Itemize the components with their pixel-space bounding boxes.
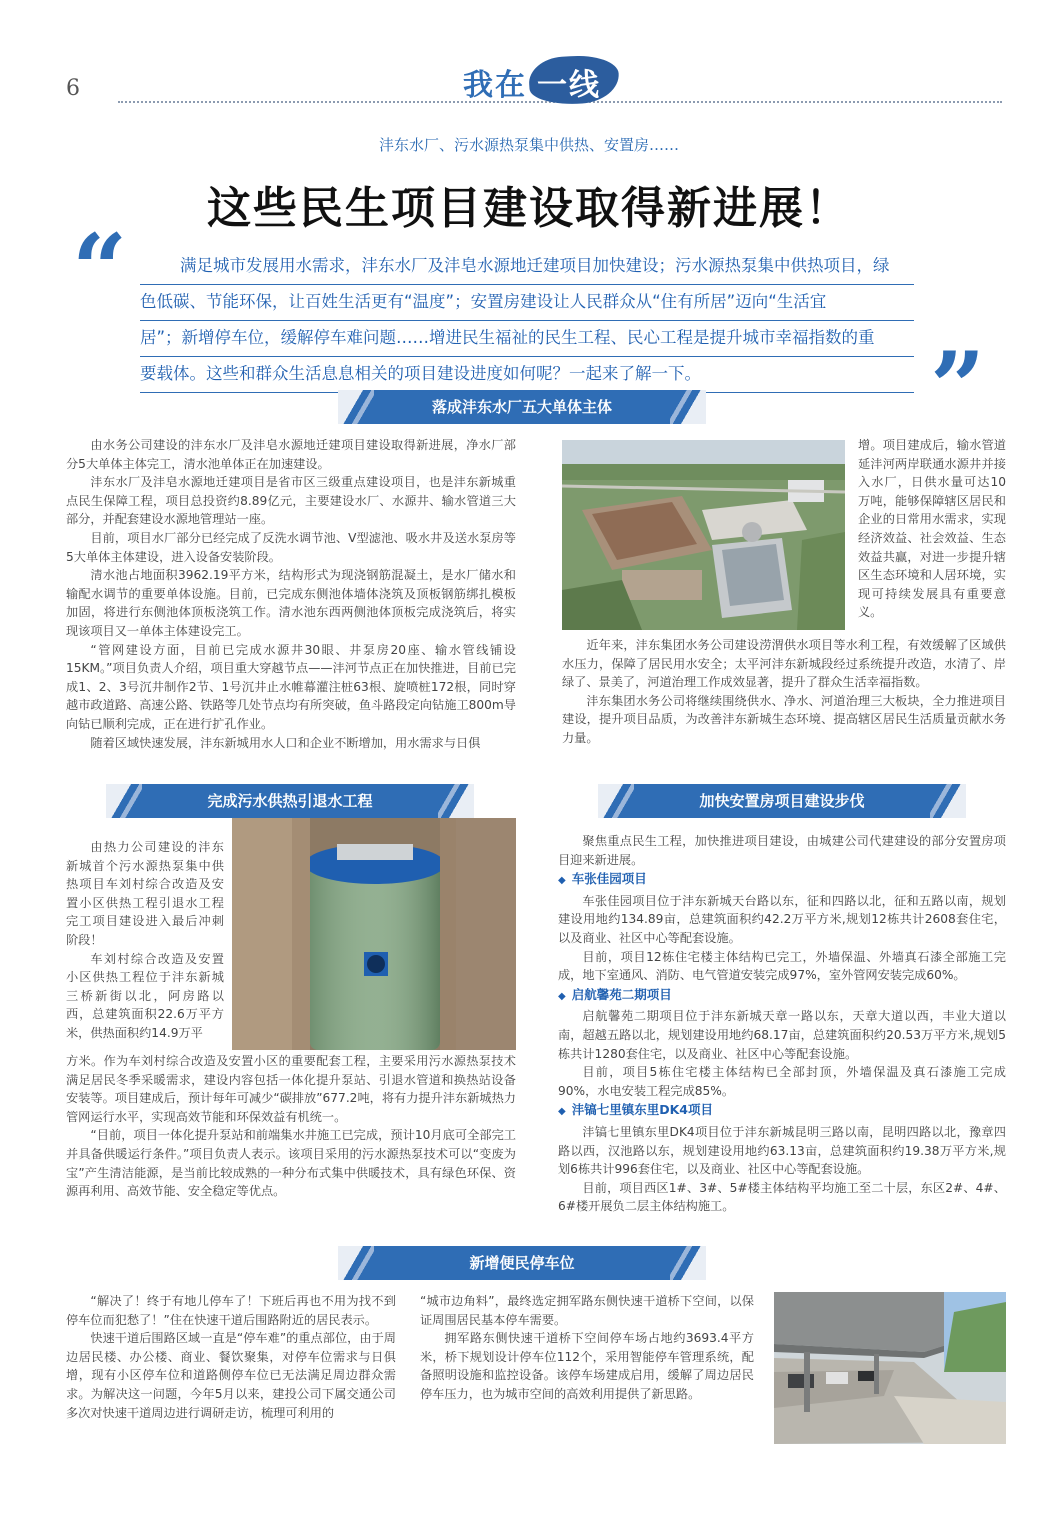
section-title-housing: 加快安置房项目建设步伐	[699, 792, 865, 810]
banner-stripe-right	[670, 390, 706, 424]
intro-block	[140, 249, 914, 393]
intro-line: 居”；新增停车位，缓解停车难问题……增进民生福祉的民生工程、民心工程是提升城市幸福指数的重	[140, 321, 914, 357]
paragraph: 清水池占地面积3962.19平方米，结构形式为现浇钢筋混凝土，是水厂储水和输配水调节的重要单体设施。目前，已完成东侧池体墙体浇筑及顶板钢筋绑扎模板加固，将进行东侧池体顶板浇筑工作。清水池东西两侧池体顶板完成浇筑后，将实现该项目又一单体主体建设完工。	[66, 568, 516, 638]
paragraph: 随着区域快速发展，沣东新城用水人口和企业不断增加，用水需求与日俱	[90, 735, 481, 750]
project-name: 车张佳园项目	[571, 871, 647, 887]
paragraph: 车张佳园项目位于沣东新城天台路以东，征和四路以北，征和五路以南，规划建设用地约134.89亩，总建筑面积约42.2万平方米,规划12栋共计2608套住宅，以及商业、社区中心等配套设施。	[558, 893, 1006, 945]
pump-station-photo	[232, 818, 516, 1050]
paragraph: 车刘村综合改造及安置小区供热工程位于沣东新城三桥新街以北，阿房路以西，总建筑面积22.6万平方米，供热面积约14.9万平	[66, 951, 224, 1040]
column-title-a: 我在	[463, 68, 527, 103]
project-name: 启航馨苑二期项目	[571, 986, 672, 1002]
arrow-icon: ◆	[558, 1106, 566, 1118]
close-quote-icon: ”	[930, 331, 986, 444]
banner-stripe-left	[338, 390, 374, 424]
paragraph: 目前，项目水厂部分已经完成了反洗水调节池、V型滤池、吸水井及送水泵房等5大单体主体建设，进入设备安装阶段。	[66, 530, 516, 564]
project-heading	[558, 1101, 1006, 1122]
paragraph: 目前，项目12栋住宅楼主体结构已完工，外墙保温、外墙真石漆全部施工完成，地下室通风、消防、电气管道安装完成97%，室外管网安装完成60%。	[558, 949, 1006, 983]
paragraph: 沣镐七里镇东里DK4项目位于沣东新城昆明三路以南，昆明四路以北，豫章四路以西，汉池路以东，规划建设用地约63.13亩，总建筑面积约19.38万平方米,规划6栋共计996套住宅，以及商业、社区中心等配套设施。	[558, 1124, 1006, 1177]
section-title-heating: 完成污水供热引退水工程	[207, 792, 373, 810]
parking-lot-photo	[774, 1292, 1006, 1444]
water-plant-aerial-photo	[562, 440, 845, 630]
paragraph: 拥军路东侧快速干道桥下空间停车场占地约3693.4平方米，桥下规划设计停车位112个，采用智能停车管理系统，配备照明设施和监控设备。该停车场建成启用，缓解了周边居民停车压力，也为城市空间的高效利用提供了新思路。	[420, 1331, 754, 1401]
intro-line: 满足城市发展用水需求，沣东水厂及沣皂水源地迁建项目加快建设；污水源热泵集中供热项目，绿	[140, 249, 914, 285]
section-title-parking: 新增便民停车位	[469, 1254, 575, 1272]
paragraph: 由水务公司建设的沣东水厂及沣皂水源地迁建项目建设取得新进展，净水厂部分5大单体主体完工，清水池单体正在加速建设。	[66, 438, 516, 471]
paragraph: 目前，项目5栋住宅楼主体结构已全部封顶，外墙保温及真石漆施工完成90%，水电安装工程完成85%。	[558, 1065, 1006, 1098]
parking-column-2	[420, 1292, 754, 1404]
page-number: 6	[66, 76, 80, 101]
water-bottom-column	[562, 636, 1006, 748]
paragraph: “管网建设方面，目前已完成水源井30眼、井泵房20座、输水管线铺设15KM。”项目负责人介绍，项目重大穿越节点——沣河节点正在加快推进，目前已完成1、2、3号沉井制作2节、1号沉井止水帷幕灌注桩63根、旋喷桩172根，同时穿越市政道路、高速公路、铁路等几处节点均有所突破，鱼斗路段定向钻施工800m导向钻已顺利完成，正在进行扩孔作业。	[66, 642, 516, 731]
column-title-b: 一线	[537, 68, 601, 103]
paragraph: 增。项目建成后，输水管道延沣河两岸联通水源井并接入水厂，日供水量可达10万吨，能够保障辖区居民和企业的日常用水需求，实现经济效益、社会效益、生态效益共赢，对进一步提升辖区生态环境和人居环境，实现可持续发展具有重要意义。	[858, 438, 1006, 620]
paragraph: 聚焦重点民生工程，加快推进项目建设，由城建公司代建建设的部分安置房项目迎来新进展。	[558, 834, 1006, 867]
paragraph: 方米。作为车刘村综合改造及安置小区的重要配套工程，主要采用污水源热泵技术满足居民冬季采暖需求，建设内容包括一体化提升泵站、引退水管道和换热站设备安装等。项目建成后，预计每年可减少“碳排放”677.2吨，将有力提升沣东新城热力管网运行水平，实现高效节能和环保效益有机统一。	[66, 1054, 516, 1124]
water-left-column	[66, 436, 516, 752]
section-title-water: 落成沣东水厂五大单体主体	[431, 398, 612, 416]
project-heading	[558, 986, 1006, 1007]
intro-line: 要载体。这些和群众生活息息相关的项目建设进度如何呢？一起来了解一下。	[140, 357, 914, 393]
section-banner-water	[338, 390, 706, 424]
paragraph: “城市边角料”，最终选定拥军路东侧快速干道桥下空间，以保证周围居民基本停车需要。	[420, 1294, 754, 1327]
paragraph: “解决了！终于有地儿停车了！下班后再也不用为找不到停车位而犯愁了！”住在快速干道后围路附近的居民表示。	[66, 1294, 396, 1327]
paragraph: 目前，项目西区1#、3#、5#楼主体结构平均施工至二十层，东区2#、4#、6#楼开展负二层主体结构施工。	[558, 1180, 1006, 1214]
column-title	[455, 54, 625, 110]
housing-column	[558, 832, 1006, 1216]
paragraph: “目前，项目一体化提升泵站和前端集水井施工已完成，预计10月底可全部完工并具备供暖运行条件。”项目负责人表示。该项目采用的污水源热泵技术可以“变废为宝”产生清洁能源，是当前比较成熟的一种分布式集中供暖技术，具有绿色环保、资源再利用、高效节能、安全稳定等优点。	[66, 1128, 516, 1199]
section-banner-heating	[106, 784, 474, 818]
banner-stripe-left	[598, 784, 634, 818]
open-quote-icon: “	[72, 213, 128, 326]
section-banner-parking	[338, 1246, 706, 1280]
paragraph: 沣东水厂及沣皂水源地迁建项目是省市区三级重点建设项目，也是沣东新城重点民生保障工程，项目总投资约8.89亿元，主要建设水厂、水源井、输水管道三大部分，并配套建设水源地管理站一座。	[66, 475, 516, 527]
arrow-icon: ◆	[558, 875, 566, 887]
paragraph: 沣东集团水务公司将继续围绕供水、净水、河道治理三大板块，全力推进项目建设，提升项目品质，为改善沣东新城生态环境、提高辖区居民生活质量贡献水务力量。	[562, 693, 1006, 745]
water-side-column	[858, 436, 1006, 622]
parking-column-1	[66, 1292, 396, 1422]
banner-stripe-right	[438, 784, 474, 818]
project-name: 沣镐七里镇东里DK4项目	[571, 1102, 713, 1118]
project-heading	[558, 870, 1006, 891]
intro-line: 色低碳、节能环保，让百姓生活更有“温度”；安置房建设让人民群众从“住有所居”迈向“生活宜	[140, 285, 914, 321]
banner-stripe-left	[106, 784, 142, 818]
heating-side-column	[66, 838, 224, 1043]
paragraph: 近年来，沣东集团水务公司建设涝渭供水项目等水利工程，有效缓解了区域供水压力，保障了居民用水安全；太平河沣东新城段经过系统提升改造，水清了、岸绿了、景美了，河道治理工作成效显著，提升了群众生活幸福指数。	[562, 638, 1006, 690]
article-headline: 这些民生项目建设取得新进展！	[207, 183, 851, 234]
banner-stripe-left	[338, 1246, 374, 1280]
section-banner-housing	[598, 784, 966, 818]
heating-main-column	[66, 1052, 516, 1201]
article-kicker: 沣东水厂、污水源热泵集中供热、安置房……	[378, 136, 679, 154]
paragraph: 快速干道后围路区域一直是“停车难”的重点部位，由于周边居民楼、办公楼、商业、餐饮聚集，对停车位需求与日俱增，现有小区停车位和道路侧停车位已无法满足周边群众需求。为解决这一问题，今年5月以来，建投公司下属交通公司多次对快速干道周边进行调研走访，梳理可利用的	[66, 1331, 396, 1420]
banner-stripe-right	[670, 1246, 706, 1280]
arrow-icon: ◆	[558, 990, 566, 1002]
paragraph: 启航馨苑二期项目位于沣东新城天章一路以东，天章大道以西，丰业大道以南，超越五路以北，规划建设用地约68.17亩，总建筑面积约20.53万平方米,规划5栋共计1280套住宅，以及商业、社区中心等配套设施。	[558, 1009, 1006, 1061]
paragraph: 由热力公司建设的沣东新城首个污水源热泵集中供热项目车刘村综合改造及安置小区供热工程引退水工程完工项目建设进入最后冲刺阶段！	[66, 840, 224, 947]
banner-stripe-right	[930, 784, 966, 818]
